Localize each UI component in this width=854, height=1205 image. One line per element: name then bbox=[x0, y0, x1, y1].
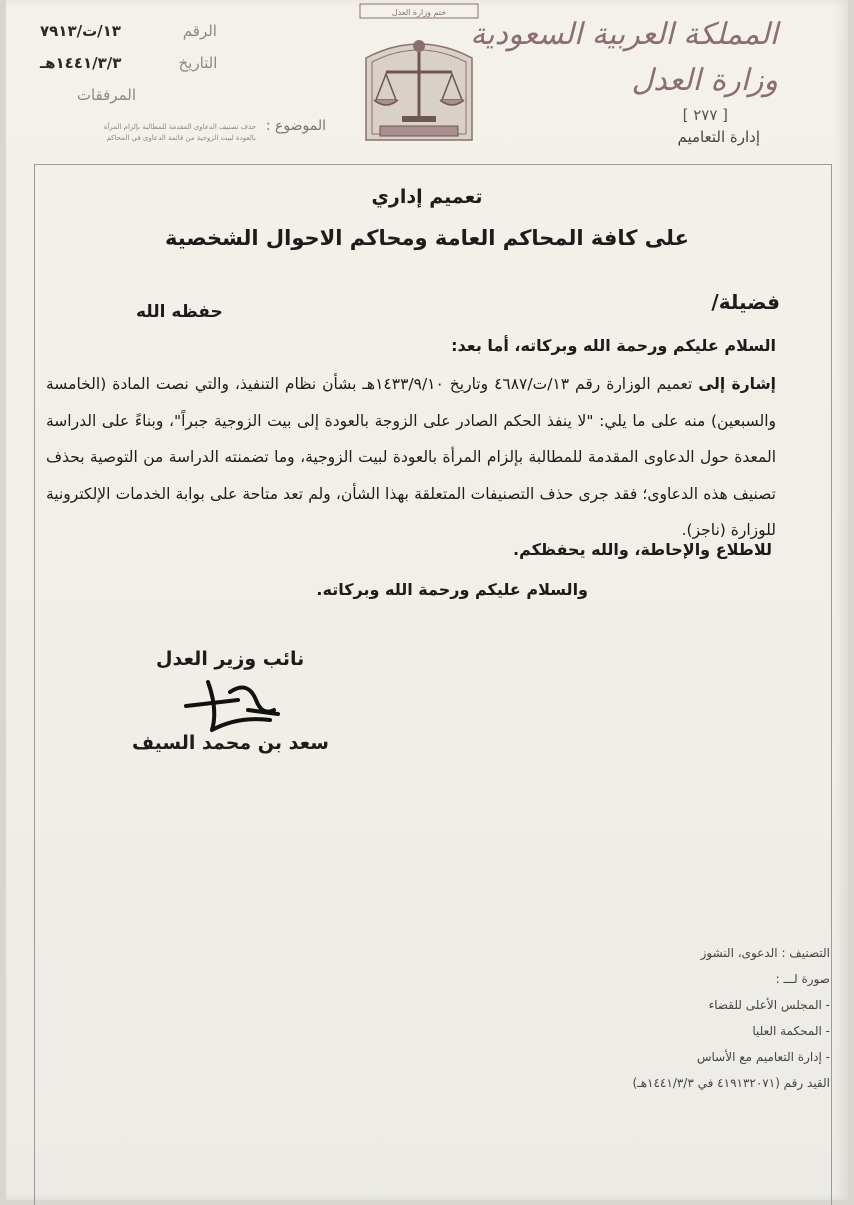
paragraph-text: تعميم الوزارة رقم ١٣/ت/٤٦٨٧ وتاريخ ١٤٣٣/٩/١٠هـ بشأن نظام التنفيذ، والتي نصت المادة (الخامسة والسبعين) منه على ما يلي: "لا ينفذ الحكم الصادر على الزوجة بالعودة إلى بيت الزوجية جبراً"، وبناءً على الدراسة المعدة حول الدعاوى المقدمة للمطالبة بإلزام المرأة بالعودة لبيت الزوجية، وما تضمنته الدراسة من التوصية بحذف تصنيف هذه الدعاوى؛ فقد جرى حذف التصنيفات المتعلقة بهذا الشأن، ولم تعد متاحة على بوابة الخدمات الإلكترونية للوزارة (ناجز). bbox=[46, 375, 776, 539]
attachments-row bbox=[40, 86, 136, 104]
cc-supreme-court: - المحكمة العليا bbox=[752, 1024, 830, 1038]
reference-label: الرقم bbox=[182, 22, 217, 40]
record-number: القيد رقم (٤١٩١٣٢٠٧١ في ١٤٤١/٣/٣هـ) bbox=[632, 1076, 830, 1090]
date-label: التاريخ bbox=[178, 54, 218, 72]
circular-number: [ ٢٧٧ ] bbox=[682, 106, 728, 124]
distribution-footer bbox=[633, 940, 831, 1096]
copy-to-label: صورة لـــ : bbox=[775, 972, 830, 986]
cc-circulars-department: - إدارة التعاميم مع الأساس bbox=[696, 1050, 830, 1064]
closing-greeting: والسلام عليكم ورحمة الله وبركاته. bbox=[316, 580, 588, 599]
salutation-blessing: حفظه الله bbox=[136, 302, 223, 322]
reference-row bbox=[40, 22, 217, 40]
signatory-name: سعد بن محمد السيف bbox=[132, 732, 329, 754]
ministry-name: وزارة العدل bbox=[631, 63, 778, 98]
kingdom-name: المملكة العربية السعودية bbox=[470, 17, 778, 52]
subject-text: حذف تصنيف الدعاوى المقدمة للمطالبة بإلزام المرأة بالعودة لبيت الزوجية من قائمة الدعاوى في المحاكم bbox=[103, 123, 256, 142]
paragraph-lead: إشارة إلى bbox=[698, 375, 776, 393]
circular-body bbox=[46, 366, 776, 549]
closing-line: للاطلاع والإحاطة، والله يحفظكم. bbox=[513, 540, 772, 559]
subject-label: الموضوع : bbox=[265, 118, 326, 134]
document-page bbox=[6, 0, 848, 1200]
salutation: فضيلة/ bbox=[711, 290, 780, 314]
subject-block bbox=[26, 118, 326, 142]
emblem-caption: ختم وزارة العدل bbox=[391, 8, 447, 17]
date-row bbox=[40, 54, 217, 72]
classification: التصنيف : الدعوى، النشوز bbox=[700, 946, 830, 960]
attachments-label: المرفقات bbox=[76, 86, 136, 104]
signatory-title: نائب وزير العدل bbox=[156, 648, 305, 670]
kingdom-letterhead bbox=[470, 12, 778, 104]
scales-of-justice-emblem bbox=[358, 0, 480, 146]
circular-recipients: على كافة المحاكم العامة ومحاكم الاحوال الشخصية bbox=[165, 226, 689, 250]
circular-title: تعميم إداري bbox=[371, 186, 483, 208]
department-name: إدارة التعاميم bbox=[677, 128, 760, 146]
reference-number: ١٣/ت/٧٩١٣ bbox=[40, 22, 121, 40]
date-value: ١٤٤١/٣/٣هـ bbox=[40, 54, 122, 72]
cc-supreme-judicial-council: - المجلس الأعلى للقضاء bbox=[708, 998, 830, 1012]
handwritten-signature bbox=[178, 670, 288, 740]
greeting: السلام عليكم ورحمة الله وبركاته، أما بعد: bbox=[451, 336, 776, 355]
